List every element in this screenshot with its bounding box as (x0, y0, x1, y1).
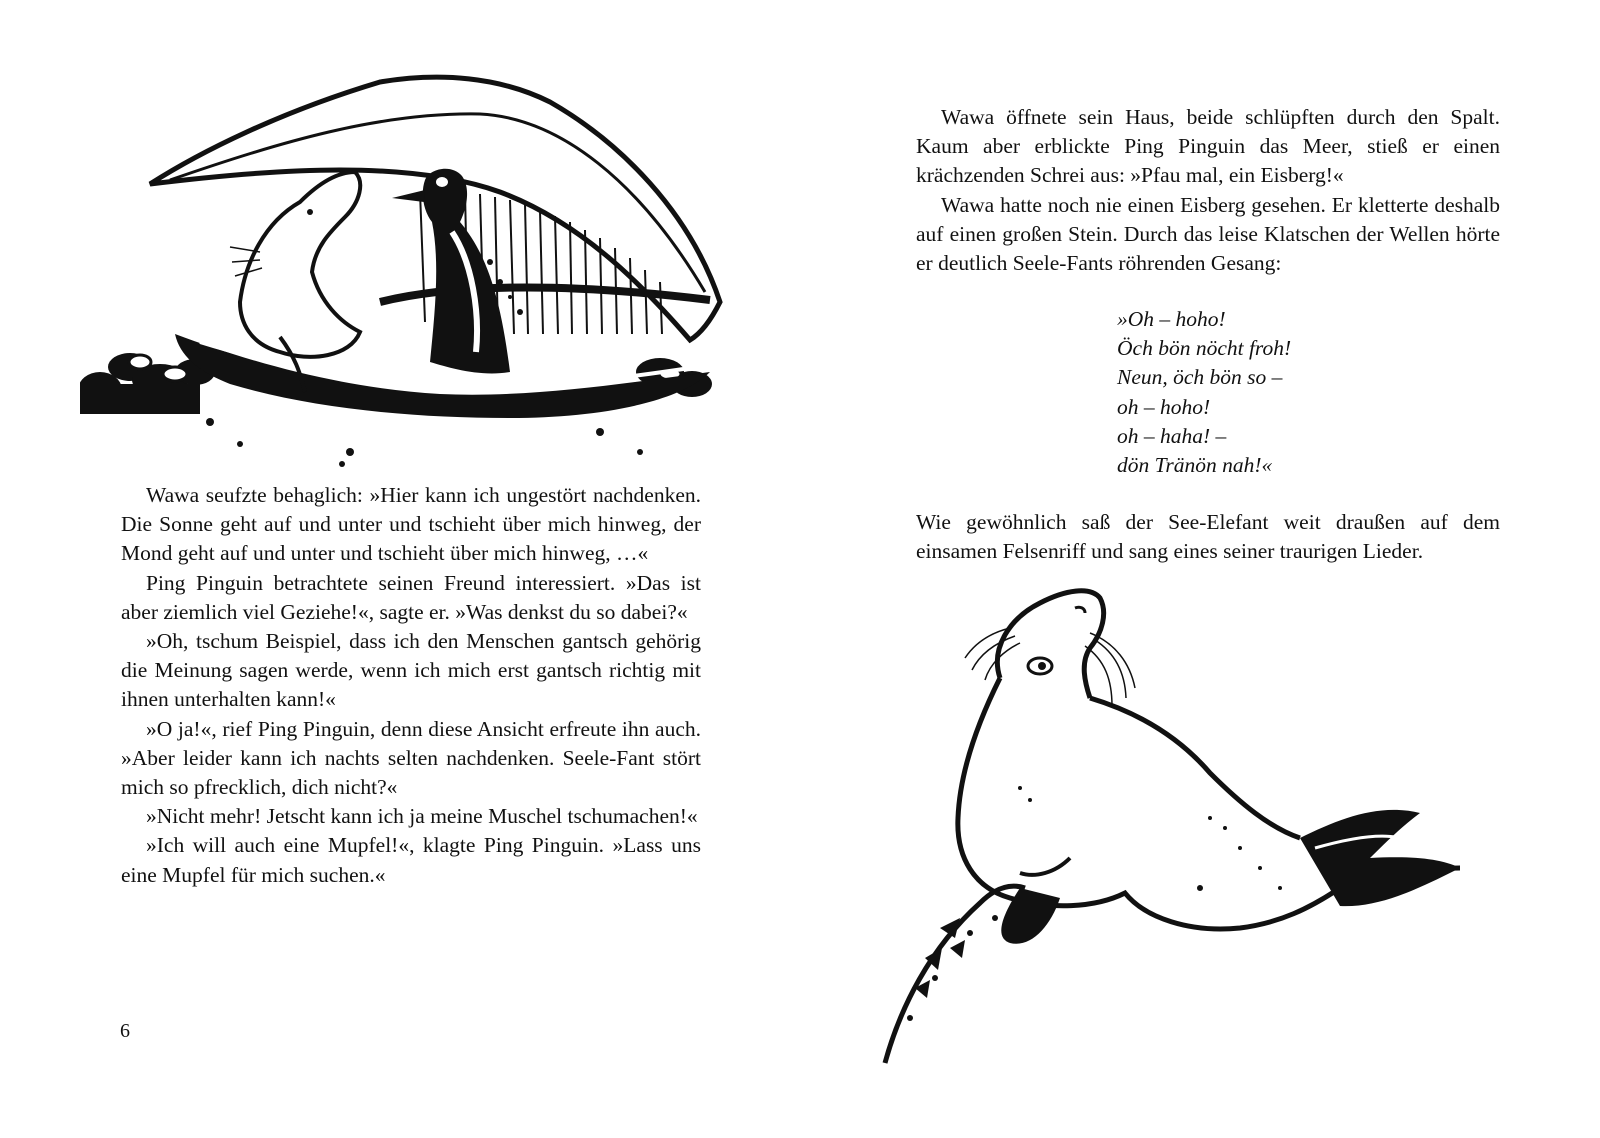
poem-line: oh – hoho! (1117, 394, 1211, 419)
paragraph: Wawa seufzte behaglich: »Hier kann ich ungestört nachdenken. Die Sonne geht auf und unter und tschieht über mich hinweg, der Mond geht auf und unter und tschieht über mich hinweg, …« (121, 483, 701, 566)
sea-elephant-illustration (880, 588, 1480, 1078)
paragraph: »Nicht mehr! Jetscht kann ich ja meine Muschel tschumachen!« (146, 804, 698, 829)
poem-line: Öch bön nöcht froh! (1117, 336, 1292, 361)
right-page-text-bottom (916, 508, 1500, 566)
clam-illustration (80, 72, 740, 472)
song-poem (1117, 305, 1291, 480)
right-page-text-top (916, 103, 1500, 278)
paragraph: Wawa öffnete sein Haus, beide schlüpften durch den Spalt. Kaum aber erblickte Ping Pinguin das Meer, stieß er einen krächzenden Schrei aus: »Pfau mal, ein Eisberg!« (916, 105, 1500, 188)
poem-line: Neun, öch bön so – (1117, 365, 1283, 390)
paragraph: »Ich will auch eine Mupfel!«, klagte Ping Pinguin. »Lass uns eine Mupfel für mich suchen.« (121, 833, 701, 887)
poem-line: dön Tränön nah!« (1117, 453, 1273, 478)
paragraph: Wawa hatte noch nie einen Eisberg gesehen. Er kletterte deshalb auf einen großen Stein. Durch das leise Klatschen der Wellen hörte er deutlich Seele-Fants röhrenden Gesang: (916, 192, 1500, 276)
page-number: 6 (120, 1020, 130, 1042)
left-page-text (121, 481, 701, 890)
paragraph: Ping Pinguin betrachtete seinen Freund interessiert. »Das ist aber ziemlich viel Geziehe!«, sagte er. »Was denkst du so dabei?« (121, 570, 701, 624)
paragraph: »Oh, tschum Beispiel, dass ich den Menschen gantsch gehörig die Meinung sagen werde, wenn ich mich erst gantsch richtig mit ihnen unterhalten kann!« (121, 629, 701, 712)
paragraph: »O ja!«, rief Ping Pinguin, denn diese Ansicht erfreute ihn auch. »Aber leider kann ich nachts selten nachdenken. Seele-Fant stört mich so pfrecklich, dich nicht?« (121, 716, 701, 800)
poem-line: »Oh – hoho! (1117, 307, 1226, 331)
poem-line: oh – haha! – (1117, 423, 1227, 448)
paragraph: Wie gewöhnlich saß der See-Elefant weit draußen auf dem einsamen Felsenriff und sang eines seiner traurigen Lieder. (916, 510, 1500, 564)
